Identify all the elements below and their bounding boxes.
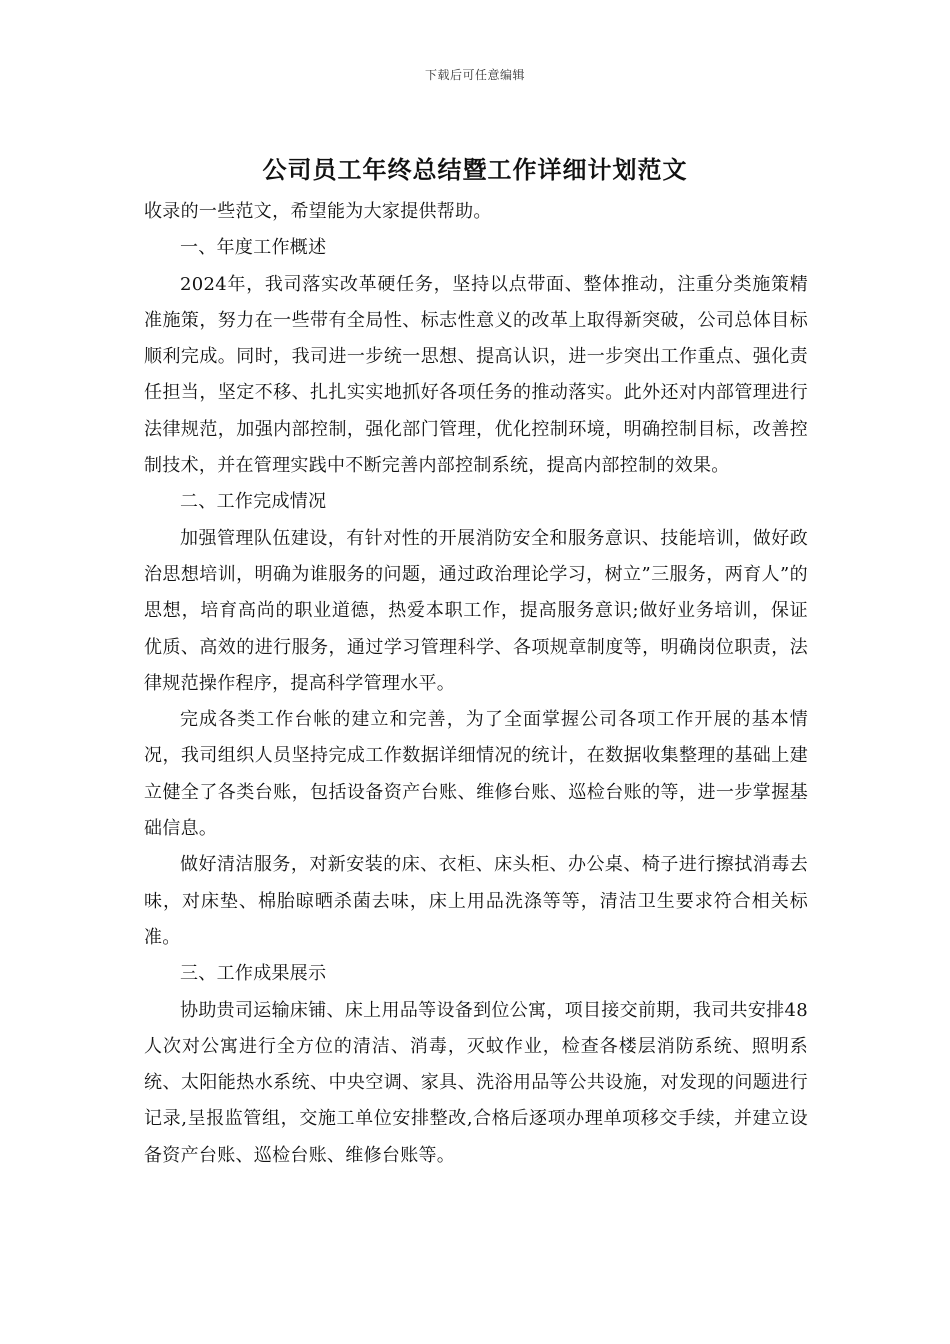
paragraph-intro: 收录的一些范文，希望能为大家提供帮助。 bbox=[144, 201, 492, 222]
paragraph-ledgers: 完成各类工作台帐的建立和完善，为了全面掌握公司各项工作开展的基本情况，我司组织人员坚持完成工作数据详细情况的统计，在数据收集整理的基础上建立健全了各类台账，包括设备资产台账、维修台账、巡检台账的等，进一步掌握基础信息。 bbox=[144, 709, 808, 840]
paragraph-overview: 2024年，我司落实改革硬任务，坚持以点带面、整体推动，注重分类施策精准施策，努力在一些带有全局性、标志性意义的改革上取得新突破，公司总体目标顺利完成。同时，我司进一步统一思想、提高认识，进一步突出工作重点、强化责任担当，坚定不移、扎扎实实地抓好各项任务的推动落实。此外还对内部管理进行法律规范，加强内部控制，强化部门管理，优化控制环境，明确控制目标，改善控制技术，并在管理实践中不断完善内部控制系统，提高内部控制的效果。 bbox=[144, 273, 808, 477]
heading-section-1: 一、年度工作概述 bbox=[180, 237, 327, 259]
paragraph-cleaning: 做好清洁服务，对新安装的床、衣柜、床头柜、办公桌、椅子进行擦拭消毒去味，对床垫、棉胎晾晒杀菌去味，床上用品洗涤等等，清洁卫生要求符合相关标准。 bbox=[144, 854, 808, 948]
document-body bbox=[144, 194, 808, 1174]
paragraph-team-building: 加强管理队伍建设，有针对性的开展消防安全和服务意识、技能培训，做好政治思想培训，明确为谁服务的问题，通过政治理论学习，树立”三服务，两育人”的思想，培育高尚的职业道德，热爱本职工作，提高服务意识;做好业务培训，保证优质、高效的进行服务，通过学习管理科学、各项规章制度等，明确岗位职责，法律规范操作程序，提高科学管理水平。 bbox=[144, 527, 808, 694]
paragraph-results: 协助贵司运输床铺、床上用品等设备到位公寓，项目接交前期，我司共安排48人次对公寓进行全方位的清洁、消毒，灭蚊作业，检查各楼层消防系统、照明系统、太阳能热水系统、中央空调、家具、洗浴用品等公共设施，对发现的问题进行记录,呈报监管组，交施工单位安排整改,合格后逐项办理单项移交手续，并建立设备资产台账、巡检台账、维修台账等。 bbox=[144, 999, 808, 1166]
heading-section-3: 三、工作成果展示 bbox=[180, 963, 327, 985]
document-title: 公司员工年终总结暨工作详细计划范文 bbox=[262, 155, 688, 184]
heading-section-2: 二、工作完成情况 bbox=[180, 491, 327, 513]
header-note: 下载后可任意编辑 bbox=[424, 68, 525, 82]
